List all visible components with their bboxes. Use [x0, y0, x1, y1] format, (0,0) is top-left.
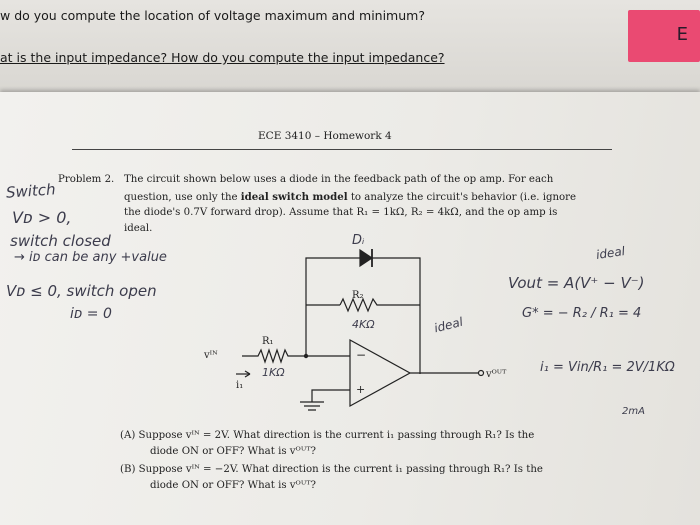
- hand-id-positive: → iᴅ can be any +value: [14, 250, 167, 265]
- resistor-r1: [242, 350, 350, 362]
- i1-label: i₁: [236, 380, 244, 391]
- wire-plus-ground: [312, 390, 350, 402]
- problem-line-1: The circuit shown below uses a diode in the feedback path of the op amp. For each: [124, 174, 554, 185]
- question-voltage-max-min: w do you compute the location of voltage maximum and minimum?: [0, 8, 425, 23]
- vout-label: vᴼᵁᵀ: [486, 369, 507, 380]
- hand-vd-positive: Vᴅ > 0,: [12, 208, 72, 227]
- hand-vd-negative: Vᴅ ≤ 0, switch open: [6, 282, 157, 300]
- hand-switch: Switch: [5, 180, 57, 202]
- question-input-impedance: at is the input impedance? How do you compute the input impedance?: [0, 50, 445, 65]
- hand-ideal-opamp: ideal: [432, 314, 465, 336]
- plus-sign: +: [356, 383, 366, 396]
- hand-current-result: 2mA: [622, 406, 645, 417]
- r2-label: R₂: [352, 290, 364, 301]
- hand-switch-closed: switch closed: [10, 232, 111, 250]
- part-a-line-1: (A) Suppose vᴵᴺ = 2V. What direction is the current i₁ passing through R₁? Is the: [120, 430, 535, 441]
- wire-feedback-right: [370, 258, 420, 374]
- problem-line-3: the diode's 0.7V forward drop). Assume that R₁ = 1kΩ, R₂ = 4kΩ, and the op amp is: [124, 207, 558, 218]
- problem-label: Problem 2.: [58, 174, 115, 185]
- r1-label: R₁: [262, 336, 274, 347]
- hand-r1-value: 1KΩ: [262, 366, 285, 379]
- part-b-line-2: diode ON or OFF? What is vᴼᵁᵀ?: [150, 480, 316, 491]
- hand-r2-value: 4KΩ: [352, 318, 375, 331]
- part-b-line-1: (B) Suppose vᴵᴺ = −2V. What direction is the current i₁ passing through R₁? Is the: [120, 464, 543, 475]
- problem-line-4: ideal.: [124, 223, 153, 234]
- hand-gain-formula: G* = − R₂ / R₁ = 4: [522, 306, 642, 321]
- minus-sign: −: [356, 348, 367, 362]
- hand-diode-label: Dᵢ: [352, 233, 365, 248]
- problem-line-2-pre: question, use only the: [124, 192, 241, 203]
- part-a-line-2: diode ON or OFF? What is vᴼᵁᵀ?: [150, 446, 316, 457]
- hand-id-zero: iᴅ = 0: [70, 306, 112, 322]
- sticky-tab-letter: E: [676, 24, 688, 45]
- output-terminal: [479, 371, 484, 376]
- ground-symbol: [300, 402, 324, 410]
- hand-vout-formula: Vout = A(V⁺ − V⁻): [508, 274, 645, 292]
- vin-label: vᴵᴺ: [204, 350, 218, 361]
- homework-title: ECE 3410 – Homework 4: [258, 130, 392, 142]
- junction-dot: [304, 354, 308, 358]
- diode-symbol: [360, 250, 372, 266]
- hand-current-formula: i₁ = Vin/R₁ = 2V/1KΩ: [540, 360, 675, 375]
- bold-phrase: ideal switch model: [240, 191, 348, 203]
- hand-ideal-top: ideal: [595, 244, 626, 262]
- problem-line-2-post: to analyze the circuit's behavior (i.e. ignore: [347, 192, 577, 203]
